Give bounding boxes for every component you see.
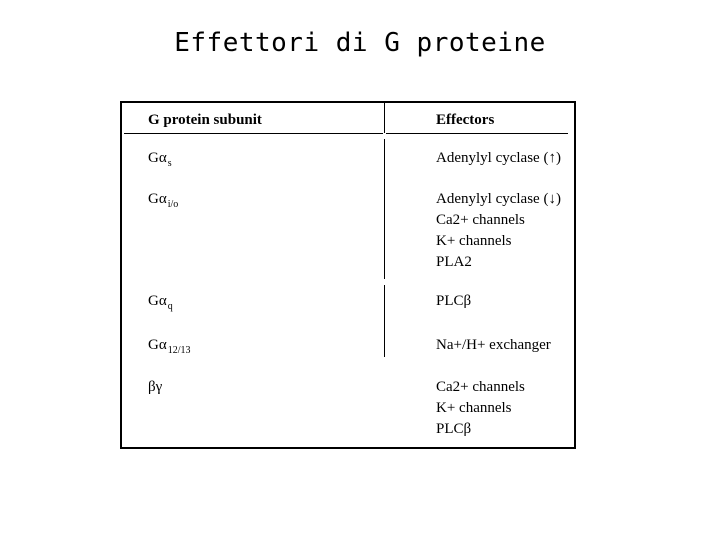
effector-item: K+ channels [436,400,512,416]
effectors-g-alpha-q [436,291,471,312]
effector-item: PLA2 [436,254,472,270]
subunit-g-alpha-12-13: $G\alpha_{12/13}$ [148,337,191,356]
subunit-beta-gamma: βγ [148,379,163,395]
subunit-g-alpha-q: $G\alpha_q$ [148,293,173,312]
effector-item: Adenylyl cyclase (↓) [436,191,561,207]
header-effectors: Effectors [436,112,495,128]
effector-item: Ca2+ channels [436,379,525,395]
effectors-table [120,101,576,449]
subunit-g-alpha-s: $G\alpha_s$ [148,150,172,169]
header-subunit: G protein subunit [148,112,262,128]
effectors-g-alpha-s [436,148,561,169]
effector-item: PLCβ [436,293,472,309]
effector-item: Ca2+ channels [436,212,525,228]
effectors-g-alpha-io [436,189,561,273]
header-rule [124,133,574,134]
column-divider [384,103,385,357]
effector-item: K+ channels [436,233,512,249]
subunit-g-alpha-io: $G\alpha_{i/o}$ [148,191,179,210]
effector-item: PLCβ [436,421,472,437]
effectors-g-alpha-12-13 [436,335,551,356]
effector-item: Adenylyl cyclase (↑) [436,150,561,166]
effector-item: Na+/H+ exchanger [436,337,551,353]
slide-title: Effettori di G proteine [174,28,546,58]
effectors-beta-gamma [436,377,525,440]
